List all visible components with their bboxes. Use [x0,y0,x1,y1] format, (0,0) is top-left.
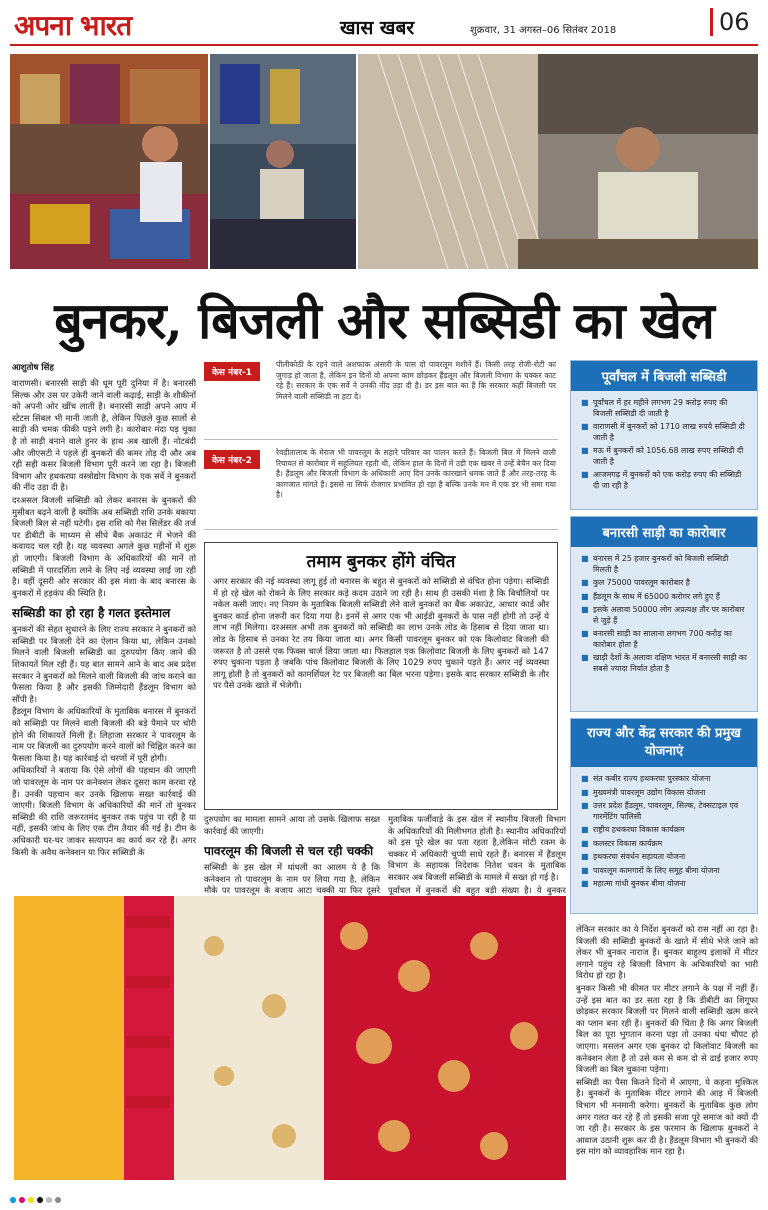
list-item: ■ हैंडलूम के साथ में 65000 करोगर लगे हुए हैं [581,592,749,603]
list-item: ■ पावरलूम कामगारों के लिए समूह बीमा योजना [581,866,749,877]
paragraph: दरअसल बिजली सब्सिडी को लेकर बनारस के बुनकरों की मुसीबत बढ़ने वाली है क्योंकि अब सब्सिडी राशि उनके बकाया बिजली बिल से नहीं घटेगी। इस राशि को गैस सिलेंडर की तर्ज पर डीबीटी के माध्यम से सीधे बैंक अकाउंट में भेजने की कवायद चल रही है। यह व्यवस्था अगले कुछ महीनों में शुरू हो जाएगी। बिजली विभाग के अधिकारियों की मानें तो सब्सिडी में पारदर्शिता लाने के लिए नई व्यवस्था लाई जा रही है। वहीं दूसरी ओर सरकार की इस मंशा के बाद बनारस के बुनकरों में हड़कंप की स्थिति है। [12,494,196,598]
paragraph: लेकिन सरकार का ये निर्देश बुनकरों को रास नहीं आ रहा है। बिजली की सब्सिडी बुनकरों के खाते में सीधे भेजे जाने को लेकर भी बुनकर नाराज हैं। बुनकर बाहुल्य इलाकों में मीटर लगाने पहुंच रहे बिजली विभाग के अधिकारियों का भारी विरोध हो रहा है। [576,924,758,981]
sidebar-list [571,547,757,681]
list-item: ■ बनारसी साड़ी का सालाना लगभग 700 करोड़ का कारोबार होता है [581,629,749,650]
list-item: ■ कुल 75000 पावरलूम कारोबार है [581,578,749,589]
paragraph: बुनकरों की सेहत सुधारने के लिए राज्य सरकार ने बुनकरों को सब्सिडी पर बिजली देने का ऐलान किया था, लेकिन उनको मिलने वाली बिजली सब्सिडी का दुरुपयोग किए जाने की शिकायतें मिल रही हैं। यह बात सामने आने के बाद अब प्रदेश सरकार ने बुनकरों को मिलने वाली बिजली की जांच कराने का फैसला किया है और इसकी जिम्मेदारी हैंडलूम विभाग को सौंपी है। [12,624,196,704]
list-item: ■ इसके अलावा 50000 लोग अप्रत्यक्ष तौर पर कारोबार से जुड़े हैं [581,605,749,626]
deprived-box [204,542,558,810]
masthead-rule [10,44,758,46]
box-title: तमाम बुनकर होंगे वंचित [306,552,456,572]
sidebar-title: पूर्वांचल में बिजली सब्सिडी [571,361,757,391]
list-item: ■ आजमगढ़ में बुनकरों को एक करोड़ रुपए की सब्सिडी दी जा रही है [581,470,749,491]
paragraph: मुताबिक फर्जीवाड़े के इस खेल में स्थानीय बिजली विभाग के अधिकारियों की मिलीभगत होती है। स्थानीय अधिकारियों को इस पूरे खेल का पता रहता है,लेकिन मोटी रकम के चक्कर में अधिकारी चुप्पी साधे रहते हैं। बनारस में हैंडलूम विभाग के सहायक निदेशक नितेश धवन के मुताबिक सरकार अब बिजली सब्सिडी के मामले में सख्त हो गई है। [388,814,566,882]
paragraph: बुनकर किसी भी कीमत पर मीटर लगाने के पक्ष में नहीं हैं। उन्हें इस बात का डर सता रहा है कि डीबीटी का शिगूफा छोड़कर सरकार बिजली पर मिलने वाली सब्सिडी खत्म करने का प्लान बना रही है। बुनकरों की चिंता है कि अगर बिजली बिल का पूरा भुगतान करना पड़ा तो उनका धंधा चौपट हो जाएगा। मसलन अगर एक बुनकर दो किलोवाट बिजली का कनेक्शन लेता है तो उसे कम से कम दो से ढाई हजार रुपए बिजली का बिल चुकाना पड़ेगा। [576,982,758,1075]
print-registration-bar [10,1188,758,1200]
sidebar-govt-schemes [570,718,758,914]
sidebar-list [571,391,757,498]
photo-weaver-shop [210,54,356,269]
case-box-2 [204,446,558,530]
case-box-1 [204,358,558,440]
subheading: सब्सिडी का हो रहा है गलत इस्तेमाल [12,606,171,621]
paragraph: दुरुपयोग का मामला सामने आया तो उसके खिलाफ सख्त कार्रवाई की जाएगी। [204,814,380,836]
case-text: रेवड़ीतालाब के मेराज भी पावरलूम के सहारे परिवार का पालन करते हैं। बिजली बिल में मिलने वाली रियायत से कारोबार में सहूलियत रहती थी, लेकिन हाल के दिनों में उड़ी एक खबर ने उन्हें बेचैन कर दिया है। हैंडलूम और बिजली विभाग के अधिकारी आए दिन उनके कारखाने धमक जाते हैं और तरह-तरह के कागजात मांगते हैं। इससे ना सिर्फ रोजगार प्रभावित हो रहा है बल्कि उनके मन में एक डर भी समा गया है। [276,448,556,499]
sidebar-title: राज्य और केंद्र सरकार की प्रमुख योजनाएं [571,719,757,767]
paragraph: अधिकारियों ने बताया कि ऐसे लोगों की पहचान की जाएगी जो पावरलूम के नाम पर कनेक्शन लेकर दूसरा काम करवा रहे हैं। उनकी पहचान कर उनके खिलाफ सख्त कार्रवाई की जाएगी। बिजली विभाग के अधिकारियों की मानें तो बुनकर सब्सिडी की राशि जरूरतमंद बुनकर तक पहुंच पा रही है या नहीं, इसकी जांच के लिए एक टीम तैयार की गई है। टीम के अधिकारी घर-घर जाकर सत्यापन का कार्य कर रहे हैं। अगर किसी के अवैध कनेक्शन या फिर सब्सिडी के [12,765,196,857]
list-item: ■ मुख्यमंत्री पावरलूम उद्योग विकास योजना [581,788,749,799]
newspaper-brand: अपना भारत [14,9,132,42]
paragraph: हैंडलूम विभाग के अधिकारियों के मुताबिक बनारस में बुनकरों को सब्सिडी पर मिलने वाली बिजली की बड़े पैमाने पर चोरी होने की शिकायतें मिली हैं। लिहाजा सरकार ने पावरलूम के नाम पर बिजली का दुरुपयोग करने वालों को चिह्नित करने का फैसला किया है। यह कार्रवाई दो चरणों में पूरी होगी। [12,706,196,763]
byline: आशुतोष सिंह [12,363,54,373]
photo-banarasi-sarees [14,896,566,1180]
paragraph: सब्सिडी का पैसा कितने दिनों में आएगा, ये कहना मुश्किल है। बुनकरों के मुताबिक मीटर लगाने की आड़ में बिजली विभाग भी मनमानी करेगा। बुनकरों के मुताबिक कुछ लोग अगर गलत कर रहे हैं तो इसकी सजा पूरे समाज को क्यों दी जा रही है। सरकार के इस फरमान के खिलाफ बुनकरों ने आवाज उठानी शुरू कर दी है। हैंडलूम विभाग भी बुनकरों की इस मांग को व्यावहारिक मान रहा है। [576,1076,758,1157]
subheading: पावरलूम की बिजली से चल रही चक्की [204,844,374,859]
issue-date: शुक्रवार, 31 अगस्त–06 सितंबर 2018 [470,25,617,36]
paragraph: वाराणसी। बनारसी साड़ी की धूम पूरी दुनिया में है। बनारसी सिल्क और उस पर उकेरी जाने वाली कढ़ाई, साड़ी के शौकीनों को अपनी ओर खींच लाती है। बनारसी साड़ी अपने आप में स्टेटस सिंबल भी मानी जाती है, लेकिन पिछले कुछ सालों से साड़ी की चमक फीकी पड़ने लगी है। कारोबार मंदा पड़ चुका है तो साड़ी बनाने वाले हुनर के हाथ अब खाली हैं। नोटबंदी और जीएसटी ने पहले ही बुनकरों की कमर तोड़ दी और अब रही सही कसर बिजली विभाग पूरी करने जा रहा है। बिजली विभाग और हथकरघा वस्त्रोद्योग विभाग के एक सर्वे ने बुनकरों की नींद उड़ा दी है। [12,378,196,493]
list-item: ■ बनारस में 25 हजार बुनकरों को बिजली सब्सिडी मिलती है [581,554,749,575]
list-item: ■ महात्मा गांधी बुनकर बीमा योजना [581,879,749,890]
case-label: केस नंबर-2 [204,450,260,469]
list-item: ■ राष्ट्रीय हथकरघा विकास कार्यक्रम [581,825,749,836]
box-text: अगर सरकार की नई व्यवस्था लागू हुई तो बनारस के बहुत से बुनकरों को सब्सिडी से वंचित होना पड़ेगा। सब्सिडी में हो रहे खेल को रोकने के लिए सरकार कड़े कदम उठाने जा रही है। साथ ही उसकी मंशा है कि बिचौलियों पर नकेल कसी जाए। नए नियम के मुताबिक बिजली सब्सिडी लेने वाले बुनकरों का बैंक अकाउंट, आधार कार्ड और बुनकर कार्ड होना जरूरी कर दिया गया है। इनमें से अगर एक भी आईडी बुनकरों के पास नहीं होगी तो उन्हें ये लाभ नहीं मिलेगा। दरअसल अभी तक बुनकरों को सब्सिडी का लाभ उनके लोड के हिसाब से दिया जाता था। लोड के हिसाब से उनका रेट तय किया जाता था। अगर किसी पावरलूम बुनकर को एक किलोवाट बिजली की जरूरत है तो उससे एक फिक्स चार्ज लिया जाता था। फिलहाल एक किलोवाट बिजली के लिए बुनकरों को 147 रुपए चुकाना पड़ता है जबकि पांच किलोवाट बिजली के लिए 1029 रुपए चुकाने पड़ते हैं। अगर नई व्यवस्था लागू होती है तो बुनकरों को कामर्शियल रेट पर बिजली का बिल भरना पड़ेगा। इसके बाद सरकार सब्सिडी के तौर पर पैसे उनके खाते में भेजेगी। [213,576,549,691]
article-column-4 [576,924,758,1182]
main-headline: बुनकर, बिजली और सब्सिडी का खेल [54,291,714,350]
sidebar-saree-business [570,516,758,712]
paragraph: पूर्वांचल में बुनकरों की बहुत बड़ी संख्या है। ये बुनकर [388,884,566,895]
list-item: ■ मऊ में बुनकरों को 1056.68 लाख रुपए सब्सिडी दी जाती है [581,446,749,467]
list-item: ■ कलस्टर विकास कार्यक्रम [581,839,749,850]
case-label: केस नंबर-1 [204,362,260,381]
sidebar-title: बनारसी साड़ी का कारोबार [571,517,757,547]
page-number: 06 [710,8,750,36]
sidebar-list [571,767,757,897]
photo-saree-shop [10,54,208,269]
list-item: ■ खाड़ी देशों के अलावा दक्षिण भारत में बनारसी साड़ी का सबसे ज्यादा निर्यात होता है [581,653,749,674]
article-column-1 [12,378,196,888]
section-title: खास खबर [340,17,415,39]
list-item: ■ वाराणसी में बुनकरों को 1710 लाख रुपये सब्सिडी दी जाती है [581,422,749,443]
list-item: ■ पूर्वांचल में हर महीने लगभग 29 करोड़ रुपए की बिजली सब्सिडी दी जाती है [581,398,749,419]
paragraph: सब्सिडी के इस खेल में धांधली का आलम ये है कि कनेक्शन तो पावरलूम के नाम पर लिया गया है, लेकिन मौके पर पावरलूम के बजाय आटा चक्की या फिर दूसरे [204,862,380,896]
sidebar-electricity-subsidy [570,360,758,510]
list-item: ■ हथकरघा संवर्धन सहायता योजना [581,852,749,863]
case-text: पीलीकोठी के रहने वाले अशफाक अंसारी के पास दो पावरलूम मशीनें हैं। किसी तरह रोजी-रोटी का जुगाड़ हो जाता है, लेकिन इन दिनों वो अपना काम छोड़कर हैंडलूम और बिजली विभाग के चक्कर काट रहे हैं। सरकार के एक सर्वे ने उनकी नींद उड़ा दी है। डर इस बात का है कि सरकार कहीं बिजली पर मिलने वाली सब्सिडी ना हटा दे। [276,360,556,401]
list-item: ■ उत्तर प्रदेश हैंडलूम, पावरलूम, सिल्क, टेक्सटाइल एवं गारमेंटिंग पालिसी [581,801,749,822]
list-item: ■ संत कबीर राज्य हथकरघा पुरस्कार योजना [581,774,749,785]
photo-loom-weaver [358,54,758,269]
